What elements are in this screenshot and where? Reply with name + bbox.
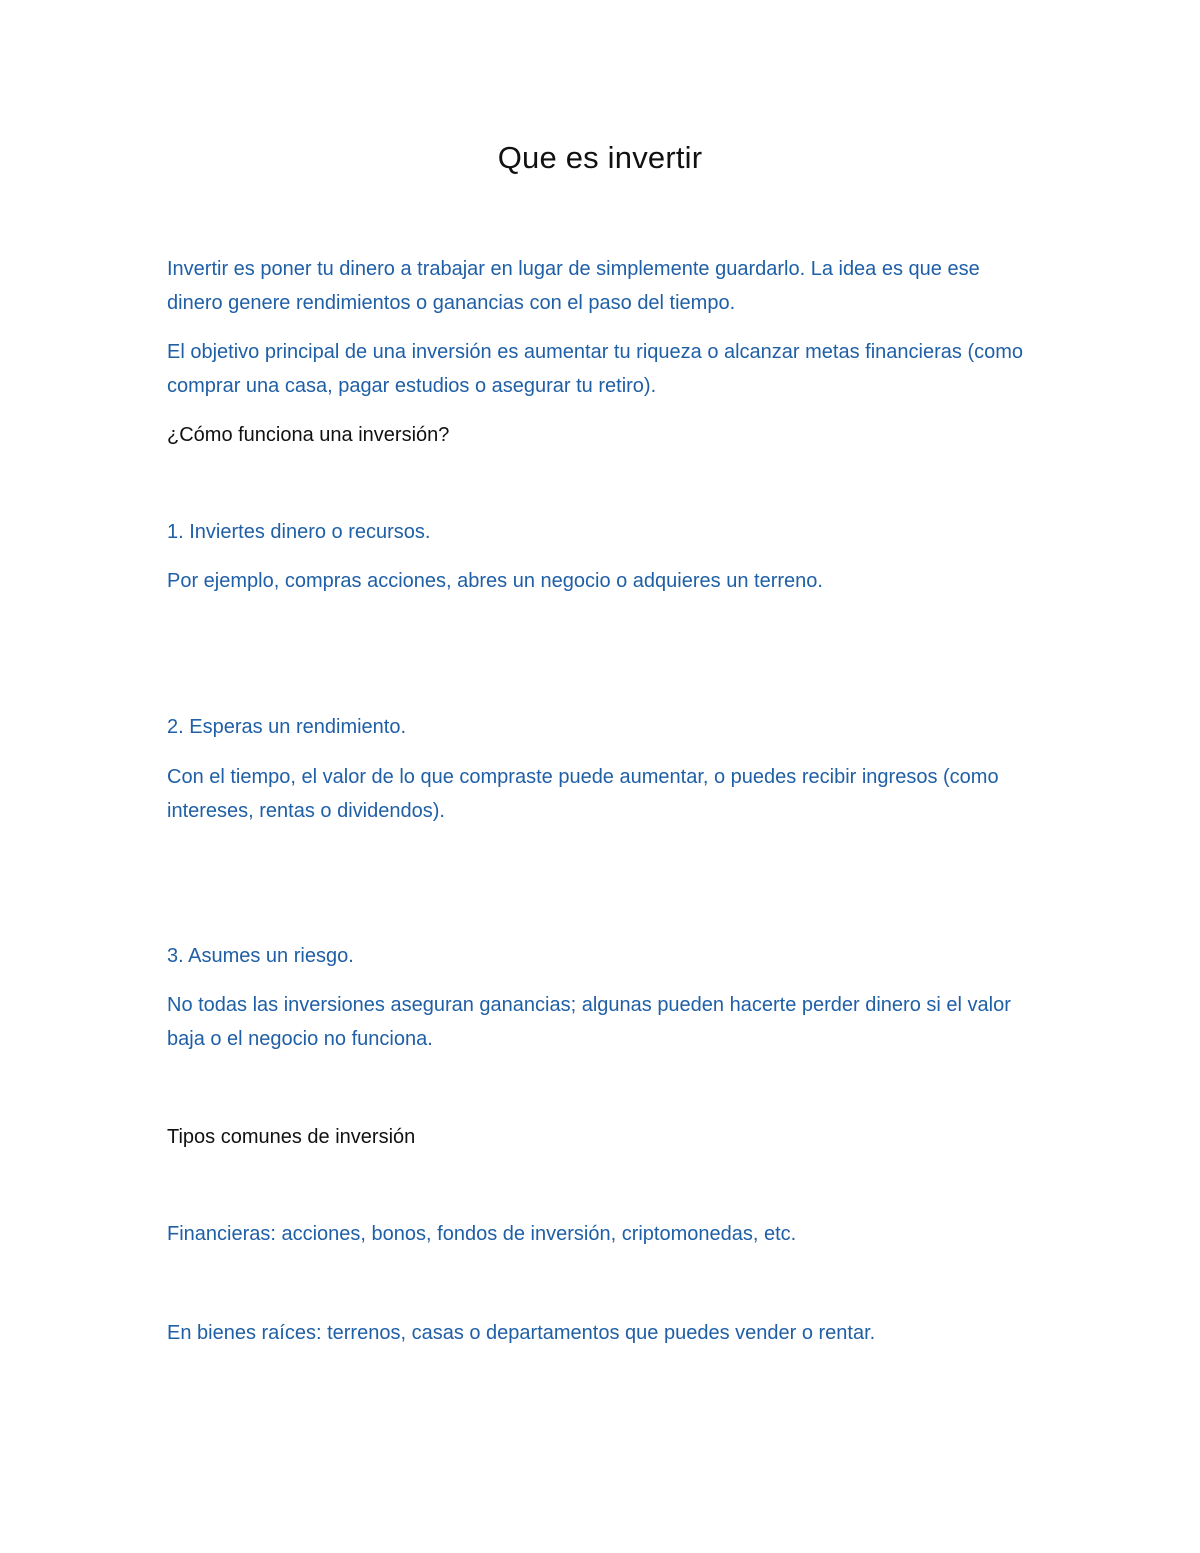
step-1-text: Por ejemplo, compras acciones, abres un negocio o adquieres un terreno. [167,570,823,592]
intro-paragraph-1: Invertir es poner tu dinero a trabajar en lugar de simplemente guardarlo. La idea es que ese dinero genere rendimientos o ganancias con el paso del tiempo. [167,258,980,314]
type-real-estate: En bienes raíces: terrenos, casas o departamentos que puedes vender o rentar. [167,1322,876,1344]
step-2-title: 2. Esperas un rendimiento. [167,716,407,738]
how-it-works-heading: ¿Cómo funciona una inversión? [167,424,450,446]
page-title: Que es invertir [497,140,703,175]
step-3-text: No todas las inversiones aseguran ganancias; algunas pueden hacerte perder dinero si el valor baja o el negocio no funciona. [167,994,1011,1050]
step-1-title: 1. Inviertes dinero o recursos. [167,521,431,543]
step-2-text: Con el tiempo, el valor de lo que compraste puede aumentar, o puedes recibir ingresos (como intereses, rentas o dividendos). [167,766,999,822]
step-3-title: 3. Asumes un riesgo. [167,945,354,967]
types-heading: Tipos comunes de inversión [167,1126,416,1148]
type-financial: Financieras: acciones, bonos, fondos de inversión, criptomonedas, etc. [167,1223,797,1245]
intro-paragraph-2: El objetivo principal de una inversión es aumentar tu riqueza o alcanzar metas financieras (como comprar una casa, pagar estudios o asegurar tu retiro). [167,341,1024,397]
